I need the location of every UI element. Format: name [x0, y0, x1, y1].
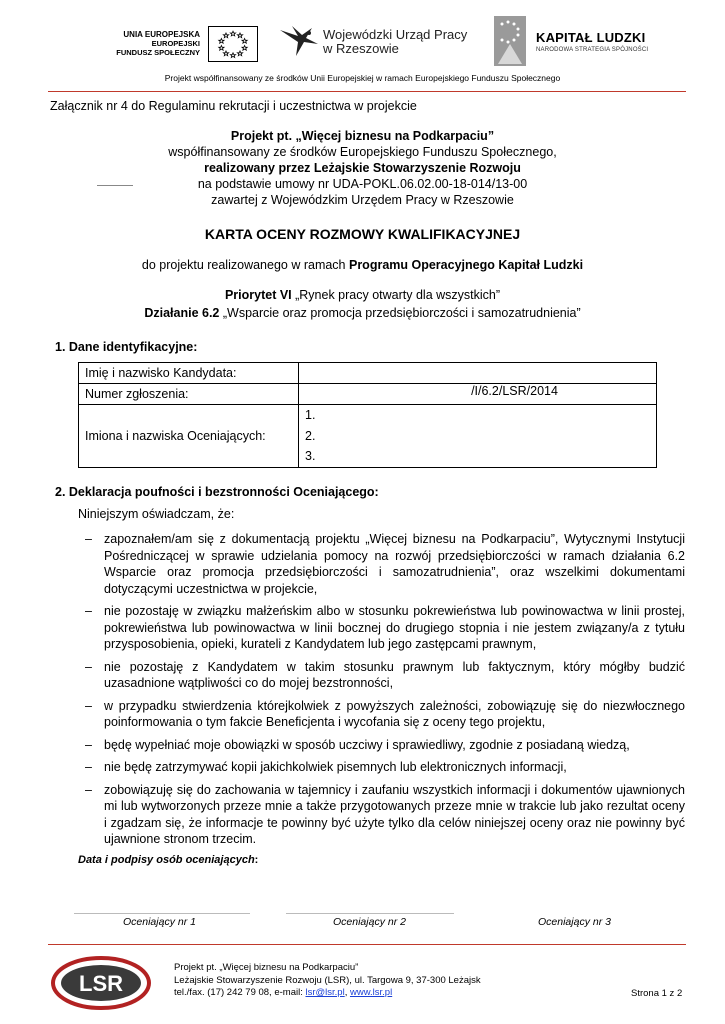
- table-row: [79, 363, 657, 384]
- kapital-ludzki-title: KAPITAŁ LUDZKI: [536, 30, 646, 45]
- project-contract: na podstawie umowy nr UDA-POKL.06.02.00-18-014/13-00: [197, 177, 528, 191]
- list-item: – będę wypełniać moje obowiązki w sposób uczciwy i sprawiedliwy, zgodnie z posiadaną wiedzą,: [85, 737, 630, 752]
- list-item: – nie pozostaję z Kandydatem w takim stosunku prawnym lub faktycznym, który mógłby budzić uzasadnione wątpliwości co do mojej bezstronności,: [85, 659, 685, 690]
- page-number: Strona 1 z 2: [631, 988, 683, 999]
- declaration-list: [85, 531, 685, 854]
- footer-address: Leżajskie Stowarzyszenie Rozwoju (LSR), ul. Targowa 9, 37-300 Leżajsk: [174, 974, 481, 986]
- project-cofinancing: współfinansowany ze środków Europejskiego Funduszu Społecznego,: [168, 145, 557, 159]
- dash-bullet: –: [85, 760, 92, 774]
- identification-table: [78, 362, 657, 468]
- footer-text: [174, 962, 481, 1000]
- evaluator-1: 1.: [305, 408, 316, 422]
- signature-label-3: Oceniający nr 3: [538, 916, 611, 928]
- number-label: Numer zgłoszenia:: [79, 384, 299, 405]
- action-label: Działanie 6.2: [144, 306, 220, 320]
- priority-text: „Rynek pracy otwarty dla wszystkich”: [291, 288, 501, 302]
- declaration-intro: Niniejszym oświadczam, że:: [78, 507, 235, 521]
- lsr-logo-text: LSR: [79, 971, 123, 996]
- program-line: [0, 258, 725, 272]
- bird-icon: [278, 22, 320, 60]
- section1-heading: 1. Dane identyfikacyjne:: [55, 340, 198, 354]
- list-item: – zapoznałem/am się z dokumentacją projektu „Więcej biznesu na Podkarpaciu”, Wytycznymi Instytucji Pośredniczącej w sprawie udzielania pomocy na rozwój przedsiębiorczości w ramach działania 6.2 Wsparcie oraz promocja przedsiębiorczości i samozatrudnienia”, oraz wszelkimi dokumentami dotyczącymi uczestnictwa w projekcie,: [85, 532, 685, 596]
- wup-logo-line1: Wojewódzki Urząd Pracy: [323, 27, 468, 42]
- list-item: – nie będę zatrzymywać kopii jakichkolwiek pisemnych lub elektronicznych informacji,: [85, 760, 567, 774]
- project-implementer: realizowany przez Leżajskie Stowarzyszenie Rozwoju: [204, 161, 521, 175]
- attachment-note: Załącznik nr 4 do Regulaminu rekrutacji i uczestnictwa w projekcie: [50, 99, 417, 113]
- candidate-label: Imię i nazwisko Kandydata:: [79, 363, 299, 384]
- project-block: [0, 128, 725, 208]
- eu-logo-line2: EUROPEJSKI: [151, 39, 200, 48]
- program-name: Programu Operacyjnego Kapitał Ludzki: [348, 258, 584, 272]
- priority-label: Priorytet VI: [224, 288, 292, 302]
- evaluator-2: 2.: [305, 428, 316, 443]
- evaluators-label: Imiona i nazwiska Oceniających:: [79, 405, 299, 468]
- signature-label-1: Oceniający nr 1: [123, 916, 196, 928]
- priority-block: [0, 286, 725, 322]
- evaluator-3: 3.: [305, 449, 316, 463]
- dash-bullet: –: [85, 737, 92, 752]
- list-item: – w przypadku stwierdzenia którejkolwiek z powyższych zależności, zobowiązuję się do niezwłocznego poinformowania o tym fakcie Beneficjenta i wycofania się z oceny tego projektu,: [85, 698, 685, 729]
- action-text: „Wsparcie oraz promocja przedsiębiorczości i samozatrudnienia”: [219, 306, 581, 320]
- document-title: KARTA OCENY ROZMOWY KWALIFIKACYJNEJ: [204, 226, 521, 242]
- candidate-value-field[interactable]: [299, 363, 657, 384]
- signature-label-2: Oceniający nr 2: [333, 916, 406, 928]
- project-concluded: zawartej z Wojewódzkim Urzędem Pracy w Rzeszowie: [211, 193, 514, 207]
- wup-logo: [278, 22, 468, 62]
- footer-divider: [48, 944, 686, 945]
- footer-contact: tel./fax. (17) 242 79 08, e-mail: lsr@lsr.pl, www.lsr.pl: [174, 987, 393, 998]
- evaluators-field[interactable]: [299, 405, 657, 468]
- eu-logo-line3: FUNDUSZ SPOŁECZNY: [116, 48, 200, 57]
- dash-bullet: –: [85, 782, 92, 797]
- dash-bullet: –: [85, 604, 92, 618]
- project-title: Projekt pt. „Więcej biznesu na Podkarpaciu”: [230, 129, 495, 143]
- dash-bullet: –: [85, 698, 92, 713]
- signature-line-2[interactable]: [286, 913, 454, 914]
- footer-project: Projekt pt. „Więcej biznesu na Podkarpaciu”: [174, 962, 359, 973]
- header-divider: [48, 91, 686, 92]
- priority-line: [0, 286, 725, 304]
- action-line: [0, 304, 725, 322]
- list-item: – nie pozostaję w związku małżeńskim albo w stosunku pokrewieństwa lub powinowactwa w linii prostej, pokrewieństwa lub powinowactwa w linii bocznej do drugiego stopnia i nie jestem związany/a z tytułu przysposobienia, opieki, kurateli z Kandydatem lub jego zastępcami prawnym,: [85, 604, 685, 651]
- eu-logo: [100, 18, 260, 68]
- wup-logo-line2: w Rzeszowie: [323, 41, 399, 56]
- program-prefix: do projektu realizowanego w ramach: [141, 258, 349, 272]
- website-link[interactable]: www.lsr.pl: [349, 987, 393, 998]
- section2-heading: 2. Deklaracja poufności i bezstronności Oceniającego:: [55, 485, 379, 499]
- lsr-logo: [50, 955, 152, 1011]
- number-value-field[interactable]: /I/6.2/LSR/2014: [299, 384, 657, 405]
- dash-bullet: –: [85, 659, 92, 674]
- list-item: – zobowiązuję się do zachowania w tajemnicy i zaufaniu wszystkich informacji i dokumentów ujawnionych mi lub wytworzonych przeze mnie a także przygotowanych przeze mnie w trakcie lub jako rezultat oceny i zgadzam się, że informacje te powinny być użyte tylko dla celów niniejszej oceny oraz nie powinny być ujawnione stronom trzecim.: [85, 782, 685, 846]
- kapital-ludzki-logo: [490, 14, 670, 70]
- eu-logo-line1: UNIA EUROPEJSKA: [123, 30, 200, 39]
- kapital-ludzki-emblem-icon: [490, 14, 530, 68]
- eu-flag-icon: [208, 26, 258, 62]
- table-row: [79, 384, 657, 405]
- cofinancing-note: Projekt współfinansowany ze środków Unii Europejskiej w ramach Europejskiego Funduszu Społecznego: [164, 73, 561, 83]
- short-rule: [97, 185, 133, 186]
- kapital-ludzki-subtitle: NARODOWA STRATEGIA SPÓJNOŚCI: [536, 47, 649, 53]
- email-link[interactable]: lsr@lsr.pl: [305, 987, 345, 998]
- signature-line-1[interactable]: [74, 913, 250, 914]
- signatures-heading: Data i podpisy osób oceniających:: [78, 854, 259, 866]
- table-row: [79, 405, 657, 468]
- dash-bullet: –: [85, 532, 92, 546]
